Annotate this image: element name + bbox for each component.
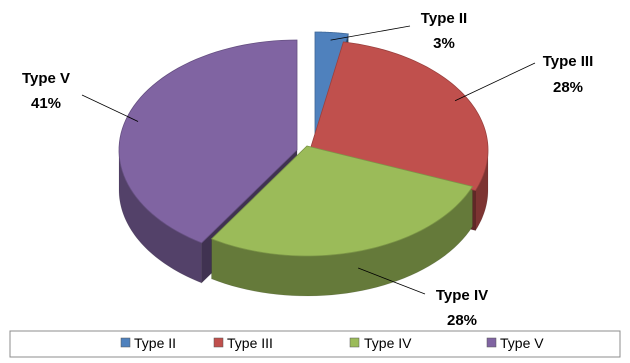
legend-swatch-type-v bbox=[487, 338, 496, 347]
data-label-type-iv bbox=[436, 287, 488, 329]
leader-line-type-iii bbox=[455, 63, 535, 101]
legend-label-type-ii: Type II bbox=[134, 335, 177, 351]
legend-swatch-type-iv bbox=[350, 338, 359, 347]
legend-label-type-v: Type V bbox=[500, 335, 544, 351]
data-label-type-v bbox=[22, 70, 70, 112]
legend-label-type-iv: Type IV bbox=[364, 335, 412, 351]
data-label-type-ii bbox=[421, 10, 467, 52]
data-label-type-iv-name: Type IV bbox=[435, 287, 489, 304]
data-label-type-v-name: Type V bbox=[21, 70, 71, 87]
legend-swatch-type-iii bbox=[214, 338, 223, 347]
data-label-type-ii-name: Type II bbox=[420, 10, 468, 27]
legend bbox=[10, 331, 620, 357]
data-label-type-v-value: 41% bbox=[30, 95, 62, 112]
data-label-type-iii-value: 28% bbox=[552, 79, 584, 96]
legend-swatch-type-ii bbox=[121, 338, 130, 347]
pie-tops-layer bbox=[119, 32, 488, 256]
data-label-type-iv-value: 28% bbox=[446, 312, 478, 329]
data-label-type-iii bbox=[543, 53, 594, 96]
data-label-type-ii-value: 3% bbox=[433, 35, 455, 52]
leader-line-type-v bbox=[82, 95, 138, 121]
legend-label-type-iii: Type III bbox=[227, 335, 273, 351]
data-label-type-iii-name: Type III bbox=[542, 53, 594, 70]
